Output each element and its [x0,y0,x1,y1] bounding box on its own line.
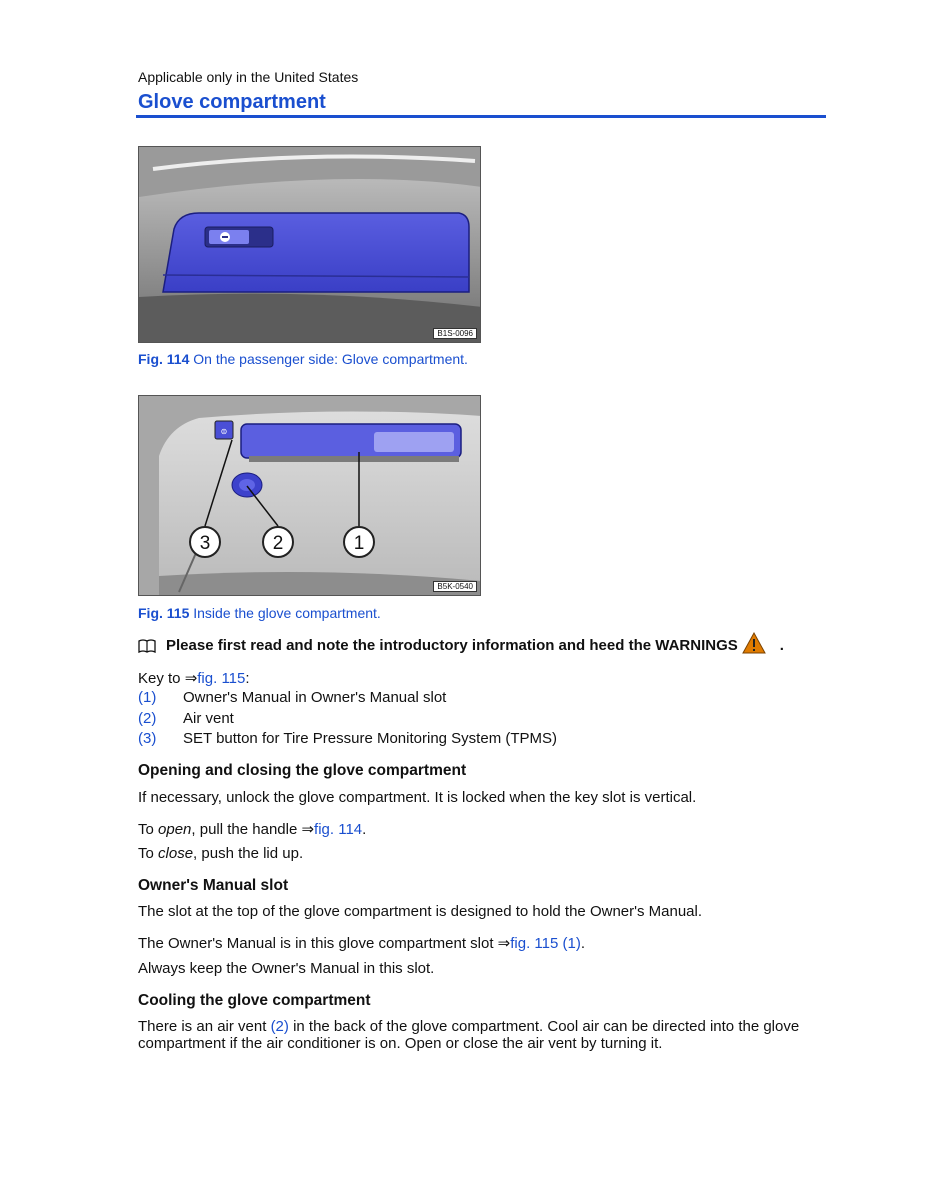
cooling-paragraph [138,1018,828,1052]
read-warnings-tail: . [779,637,784,654]
read-warnings-line [138,637,784,654]
callout-1: 1 [353,533,365,554]
key-intro [138,669,250,687]
key-item-text: Air vent [183,709,234,727]
figure-114-image [138,146,481,343]
figure-115-caption [138,605,381,621]
key-list [138,689,557,751]
key-item-number: (3) [138,730,157,747]
cooling-line-2: compartment if the air conditioner is on. Open or close the air vent by turning it. [138,1035,663,1052]
opening-paragraph-3 [138,845,303,862]
key-item-number: (1) [138,689,157,706]
section-heading-opening: Opening and closing the glove compartment [138,762,467,779]
text-run: in the back of the glove compartment. Cool air can be directed into the glove [288,1018,800,1035]
figure-115-caption-number: Fig. 115 [138,605,190,621]
figure-114-caption [138,351,468,367]
opening-paragraph-2 [138,820,366,838]
book-icon [138,639,156,653]
read-warnings-text: Please first read and note the introductory information and heed the WARNINGS [166,637,738,654]
key-intro-suffix: : [245,670,250,687]
manual-slot-paragraph-2 [138,934,585,952]
key-item-text: Owner's Manual in Owner's Manual slot [183,689,447,706]
text-run: . [362,821,367,838]
cooling-line-1 [138,1018,828,1035]
title-rule [136,115,826,118]
key-item [138,710,557,731]
figure-115-caption-text: Inside the glove compartment. [193,605,381,621]
text-run: , pull the handle ⇒ [191,821,315,838]
text-run: To [138,845,159,862]
figure-115-image [138,395,481,596]
applicability-note: Applicable only in the United States [138,69,359,85]
key-item [138,689,557,710]
glove-box-interior-illustration [139,396,481,596]
key-item-text: SET button for Tire Pressure Monitoring System (TPMS) [183,730,558,747]
key-fig115-link[interactable]: fig. 115 [197,670,246,687]
opening-paragraph-1: If necessary, unlock the glove compartment. It is locked when the key slot is vertical. [138,789,697,806]
figure-115-code: B5K-0540 [433,581,477,592]
key-intro-prefix: Key to ⇒ [138,670,198,687]
emphasis-open: open [158,821,192,838]
figure-114-caption-number: Fig. 114 [138,351,190,367]
manual-slot-paragraph-1: The slot at the top of the glove compartment is designed to hold the Owner's Manual. [138,903,703,920]
text-run: The Owner's Manual is in this glove compartment slot ⇒ [138,935,511,952]
page-title: Glove compartment [138,91,326,113]
callout-3: 3 [199,533,211,554]
emphasis-close: close [158,845,194,862]
text-run: To [138,821,159,838]
text-run: There is an air vent [138,1018,271,1035]
section-heading-manual-slot: Owner's Manual slot [138,877,289,894]
text-run: . [580,935,586,952]
figure-114-caption-text: On the passenger side: Glove compartment. [193,351,468,367]
fig114-link[interactable]: fig. 114 [314,821,363,838]
key-item [138,730,557,751]
fig115-1-link[interactable]: fig. 115 (1) [510,935,581,952]
warning-triangle-icon [742,632,766,654]
glove-box-exterior-illustration [139,147,481,343]
tpms-set-button-glyph: ⊜ [220,427,228,436]
key-item-number: (2) [138,709,157,727]
manual-slot-paragraph-3: Always keep the Owner's Manual in this slot. [138,960,435,977]
figure-114-code: B1S-0096 [433,328,477,339]
section-heading-cooling: Cooling the glove compartment [138,992,371,1009]
callout-2: 2 [272,533,284,554]
text-run: , push the lid up. [193,845,304,862]
air-vent-2-link[interactable]: (2) [270,1018,289,1035]
